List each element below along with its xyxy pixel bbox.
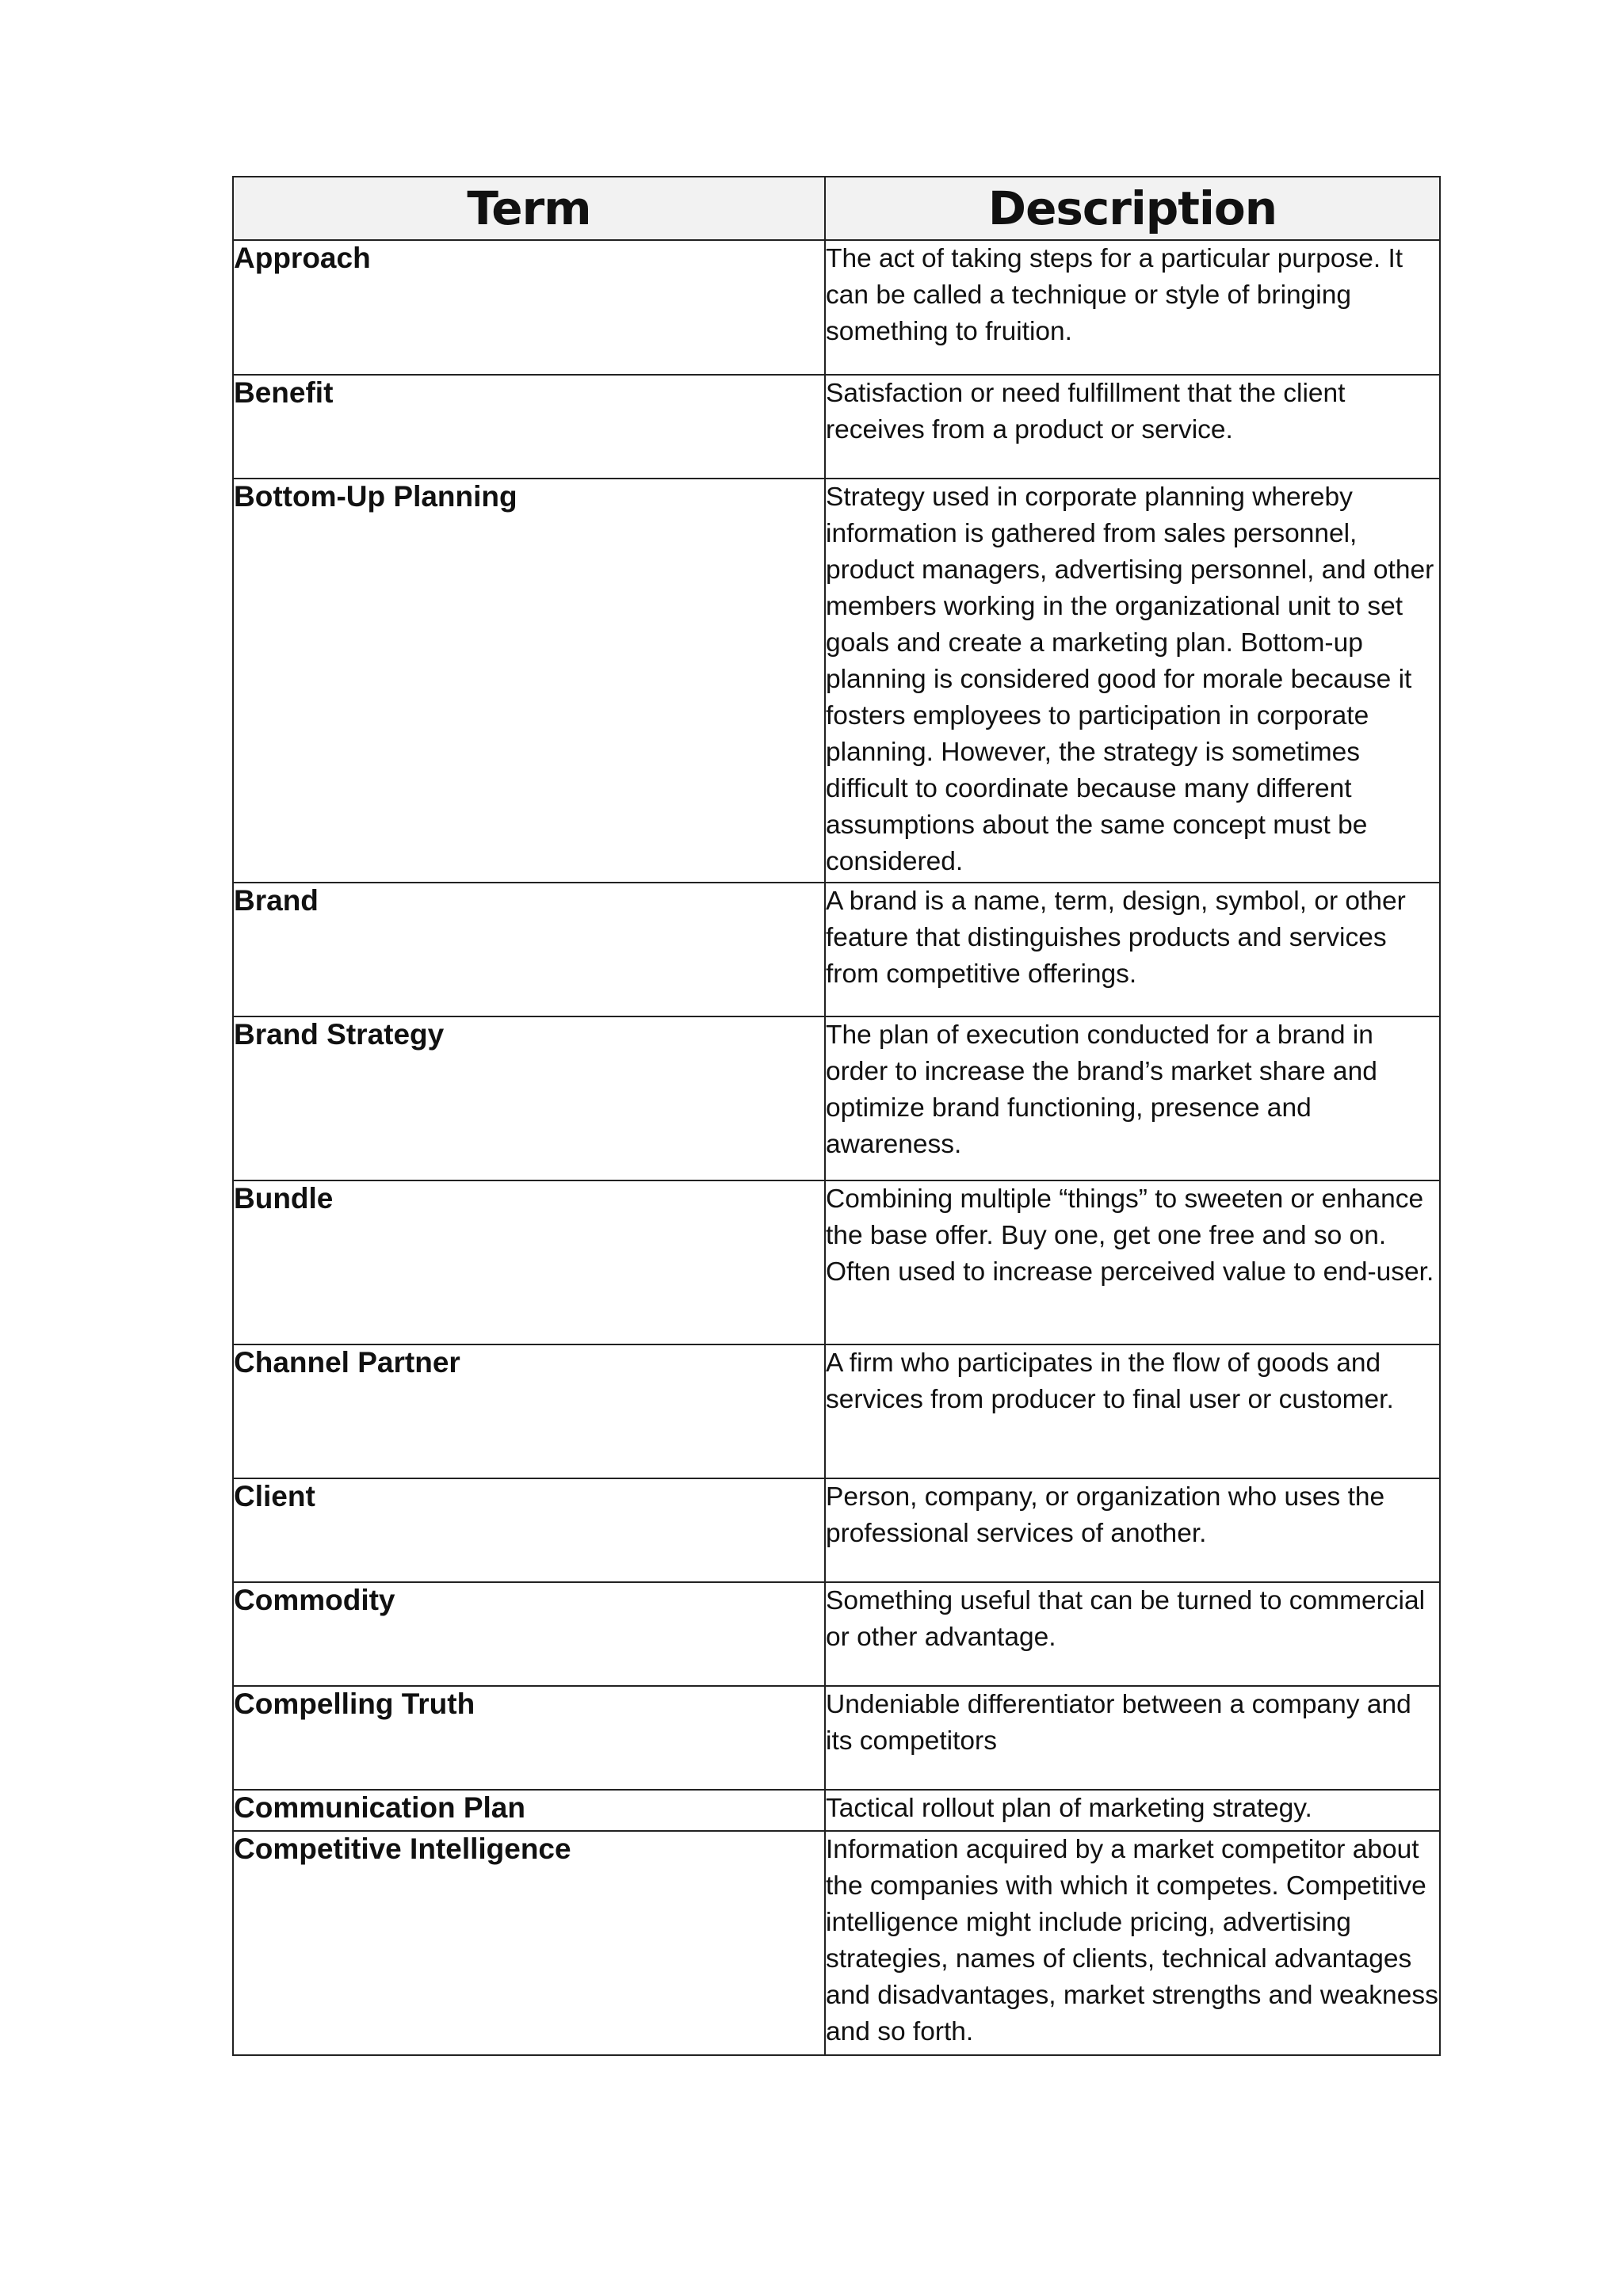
description-cell: Information acquired by a market competitor about the companies with which it competes. Competitive intelligence might include pricing, advertising strategies, names of clients, technical advantages and disadvantages, market strengths and weakness and so forth. <box>825 1831 1440 2055</box>
table-row <box>233 1790 1440 1831</box>
table-row <box>233 1180 1440 1344</box>
term-cell: Commodity <box>233 1582 825 1686</box>
description-cell: Combining multiple “things” to sweeten or enhance the base offer. Buy one, get one free and so on. Often used to increase perceived value to end-user. <box>825 1180 1440 1344</box>
term-cell: Client <box>233 1478 825 1582</box>
term-cell: Channel Partner <box>233 1344 825 1478</box>
table-row <box>233 1831 1440 2055</box>
description-cell: Satisfaction or need fulfillment that the client receives from a product or service. <box>825 375 1440 479</box>
table-row <box>233 1344 1440 1478</box>
description-cell: The plan of execution conducted for a brand in order to increase the brand’s market share and optimize brand functioning, presence and awareness. <box>825 1016 1440 1180</box>
table-row <box>233 240 1440 375</box>
term-cell: Communication Plan <box>233 1790 825 1831</box>
description-cell: Something useful that can be turned to commercial or other advantage. <box>825 1582 1440 1686</box>
glossary-table <box>232 176 1441 2056</box>
description-cell: Strategy used in corporate planning whereby information is gathered from sales personnel, product managers, advertising personnel, and other members working in the organizational unit to set goals and create a marketing plan. Bottom-up planning is considered good for morale because it fosters employees to participation in corporate planning. However, the strategy is sometimes difficult to coordinate because many different assumptions about the same concept must be considered. <box>825 479 1440 883</box>
term-cell: Brand Strategy <box>233 1016 825 1180</box>
table-row <box>233 1016 1440 1180</box>
term-cell: Benefit <box>233 375 825 479</box>
term-cell: Competitive Intelligence <box>233 1831 825 2055</box>
term-cell: Compelling Truth <box>233 1686 825 1790</box>
table-row <box>233 1582 1440 1686</box>
table-row <box>233 479 1440 883</box>
term-cell: Bottom-Up Planning <box>233 479 825 883</box>
description-cell: Undeniable differentiator between a company and its competitors <box>825 1686 1440 1790</box>
term-cell: Approach <box>233 240 825 375</box>
table-row <box>233 1478 1440 1582</box>
description-column-header: Description <box>825 177 1440 240</box>
table-row <box>233 1686 1440 1790</box>
term-column-header: Term <box>233 177 825 240</box>
term-cell: Brand <box>233 883 825 1016</box>
term-cell: Bundle <box>233 1180 825 1344</box>
table-row <box>233 375 1440 479</box>
header-row <box>233 177 1440 240</box>
description-cell: A firm who participates in the flow of goods and services from producer to final user or customer. <box>825 1344 1440 1478</box>
description-cell: Tactical rollout plan of marketing strategy. <box>825 1790 1440 1831</box>
table-row <box>233 883 1440 1016</box>
description-cell: The act of taking steps for a particular purpose. It can be called a technique or style of bringing something to fruition. <box>825 240 1440 375</box>
description-cell: A brand is a name, term, design, symbol, or other feature that distinguishes products and services from competitive offerings. <box>825 883 1440 1016</box>
description-cell: Person, company, or organization who uses the professional services of another. <box>825 1478 1440 1582</box>
